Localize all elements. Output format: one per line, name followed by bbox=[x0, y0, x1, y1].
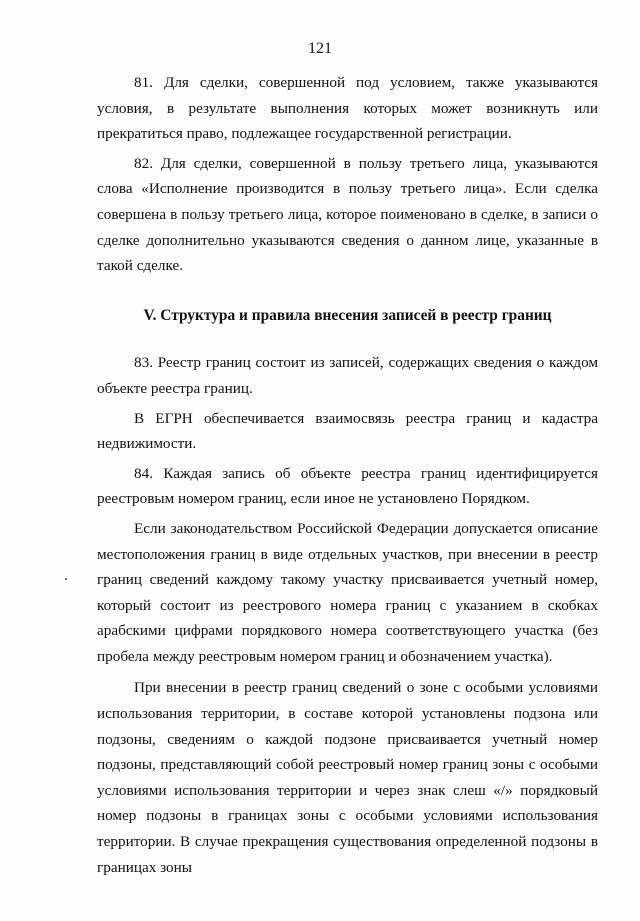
paragraph-84: 84. Каждая запись об объекте реестра границ идентифицируется реестровым номером границ, если иное не установлено Порядком. bbox=[97, 464, 598, 508]
scan-speck bbox=[65, 578, 67, 580]
section-heading: V. Структура и правила внесения записей в реестр границ bbox=[143, 306, 552, 324]
paragraph-83: 83. Реестр границ состоит из записей, содержащих сведения о каждом объекте реестра границ. bbox=[97, 354, 598, 397]
paragraph-81: 81. Для сделки, совершенной под условием, также указываются условия, в результате выполнения которых может возникнуть или прекратиться право, подлежащее государственной регистрации. bbox=[97, 74, 598, 143]
paragraph-84-parts: Если законодательством Российской Федерации допускается описание местоположения границ в виде отдельных участков, при внесении в реестр границ сведений каждому такому участку присваивается учетный номер, который состоит из реестрового номера границ с указанием в скобках арабскими цифрами порядкового номера соответствующего участка (без пробела между реестровым номером границ и обозначением участка). bbox=[97, 519, 598, 665]
paragraph-84-subzones: При внесении в реестр границ сведений о зоне с особыми условиями использования территории, в составе которой установлены подзона или подзоны, сведениям о каждой подзоне присваивается учетный номер подзоны, представляющий собой реестровый номер границ зоны с особыми условиями использования территории и через знак слеш «/» порядковый номер подзоны в границах зоны с особыми условиями использования территории. В случае прекращения существования определенной подзоны в границах зоны bbox=[97, 679, 598, 876]
page-number: 121 bbox=[308, 40, 332, 57]
page-body bbox=[97, 70, 598, 880]
paragraph-83-egrn: В ЕГРН обеспечивается взаимосвязь реестра границ и кадастра недвижимости. bbox=[97, 409, 598, 453]
paragraph-82: 82. Для сделки, совершенной в пользу третьего лица, указываются слова «Исполнение производится в пользу третьего лица». Если сделка совершена в пользу третьего лица, которое поименовано в сделке, в записи о сделке дополнительно указываются сведения о данном лице, указанные в такой сделке. bbox=[97, 154, 598, 275]
